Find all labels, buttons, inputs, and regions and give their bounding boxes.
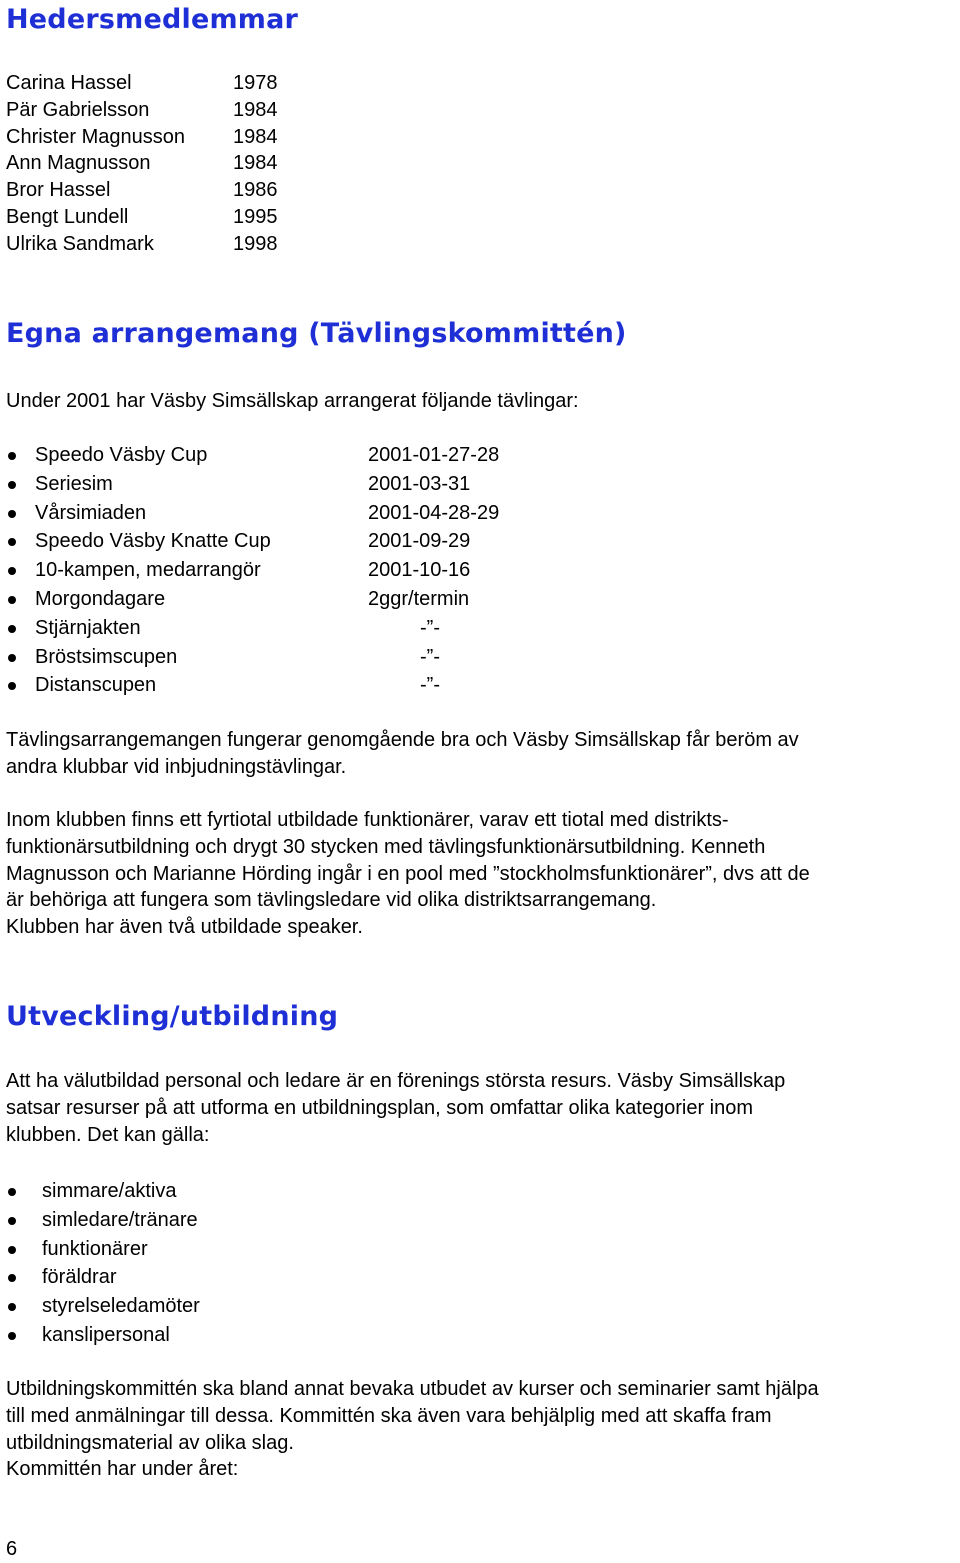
category-label: kanslipersonal — [42, 1323, 170, 1346]
member-year: 1984 — [233, 98, 278, 121]
paragraph-line: utbildningsmaterial av olika slag. — [6, 1431, 294, 1454]
paragraph-line: Inom klubben finns ett fyrtiotal utbildade funktionärer, varav ett tiotal med distrikts- — [6, 809, 729, 831]
bullet-icon — [8, 452, 16, 460]
member-name: Ulrika Sandmark — [6, 232, 154, 255]
honorary-members-list — [6, 70, 306, 258]
bullet-icon — [8, 654, 16, 662]
event-date: -”- — [420, 616, 440, 639]
category-item — [0, 1321, 400, 1350]
paragraph-line: Tävlingsarrangemangen fungerar genomgående bra och Väsby Simsällskap får beröm av — [6, 729, 799, 751]
events-intro: Under 2001 har Väsby Simsällskap arrangerat följande tävlingar: — [6, 390, 579, 412]
member-year: 1995 — [233, 205, 278, 228]
category-label: simledare/tränare — [42, 1208, 198, 1231]
paragraph-line: satsar resurser på att utforma en utbildningsplan, som omfattar olika kategorier inom — [6, 1096, 754, 1119]
event-name: Stjärnjakten — [35, 616, 141, 639]
member-year: 1978 — [233, 72, 278, 94]
member-row — [6, 204, 306, 231]
member-name: Christer Magnusson — [6, 125, 185, 148]
member-row — [6, 70, 306, 97]
bullet-icon — [8, 625, 16, 633]
category-label: simmare/aktiva — [42, 1180, 177, 1202]
paragraph-line: till med anmälningar till dessa. Kommittén ska även vara behjälplig med att skaffa fram — [6, 1404, 772, 1427]
paragraph-line: Magnusson och Marianne Hörding ingår i en pool med ”stockholmsfunktionärer”, dvs att de — [6, 862, 810, 885]
member-name: Carina Hassel — [6, 72, 132, 94]
member-name: Pär Gabrielsson — [6, 98, 150, 121]
bullet-icon — [8, 1274, 16, 1282]
bullet-icon — [8, 1188, 16, 1196]
bullet-icon — [8, 682, 16, 690]
member-year: 1984 — [233, 125, 278, 148]
bullet-icon — [8, 596, 16, 604]
category-item — [0, 1177, 400, 1206]
event-item — [0, 441, 700, 470]
bullet-icon — [8, 481, 16, 489]
member-row — [6, 97, 306, 124]
member-row — [6, 231, 306, 258]
member-row — [6, 150, 306, 177]
event-date: 2ggr/termin — [368, 587, 470, 610]
education-categories-list — [0, 1177, 400, 1350]
education-paragraph-2 — [6, 1376, 958, 1483]
page-number: 6 — [6, 1538, 18, 1560]
category-label: styrelseledamöter — [42, 1295, 200, 1318]
event-name: Bröstsimscupen — [35, 645, 178, 668]
bullet-icon — [8, 1217, 16, 1225]
member-row — [6, 177, 306, 204]
category-item — [0, 1206, 400, 1235]
bullet-icon — [8, 1332, 16, 1340]
paragraph-line: Klubben har även två utbildade speaker. — [6, 916, 363, 939]
event-date: 2001-01-27-28 — [368, 444, 500, 466]
member-year: 1986 — [233, 179, 278, 202]
bullet-icon — [8, 1303, 16, 1311]
events-paragraph-2 — [6, 807, 958, 941]
member-name: Bror Hassel — [6, 179, 111, 202]
event-item — [0, 671, 700, 700]
member-name: Ann Magnusson — [6, 152, 151, 175]
event-item — [0, 499, 700, 528]
paragraph-line: är behöriga att fungera som tävlingsledare vid olika distriktsarrangemang. — [6, 889, 657, 912]
member-name: Bengt Lundell — [6, 205, 129, 228]
paragraph-line: Kommittén har under året: — [6, 1458, 239, 1481]
event-item — [0, 585, 700, 614]
category-label: föräldrar — [42, 1266, 117, 1289]
category-item — [0, 1263, 400, 1292]
event-item — [0, 614, 700, 643]
paragraph-line: funktionärsutbildning och drygt 30 stycken med tävlingsfunktionärsutbildning. Kenneth — [6, 835, 766, 858]
events-paragraph-1 — [6, 727, 958, 781]
event-name: Speedo Väsby Cup — [35, 444, 208, 466]
event-name: Seriesim — [35, 472, 113, 495]
heading-own-events: Egna arrangemang (Tävlingskommittén) — [6, 318, 627, 349]
paragraph-line: Att ha välutbildad personal och ledare är en förenings största resurs. Väsby Simsällskap — [6, 1070, 786, 1092]
heading-education: Utveckling/utbildning — [6, 1001, 339, 1032]
event-date: 2001-03-31 — [368, 472, 471, 495]
paragraph-line: andra klubbar vid inbjudningstävlingar. — [6, 755, 347, 778]
member-row — [6, 124, 306, 151]
event-date: 2001-04-28-29 — [368, 501, 500, 524]
event-date: 2001-10-16 — [368, 559, 471, 582]
bullet-icon — [8, 567, 16, 575]
event-item — [0, 470, 700, 499]
bullet-icon — [8, 538, 16, 546]
member-year: 1984 — [233, 152, 278, 175]
bullet-icon — [8, 510, 16, 518]
bullet-icon — [8, 1246, 16, 1254]
category-item — [0, 1235, 400, 1264]
education-paragraph-1 — [6, 1068, 958, 1148]
paragraph-line: klubben. Det kan gälla: — [6, 1123, 210, 1146]
event-date: -”- — [420, 645, 440, 668]
member-year: 1998 — [233, 232, 278, 255]
events-list — [0, 441, 700, 700]
event-name: 10-kampen, medarrangör — [35, 559, 261, 582]
event-item — [0, 527, 700, 556]
event-item — [0, 556, 700, 585]
event-name: Distanscupen — [35, 674, 157, 697]
event-name: Speedo Väsby Knatte Cup — [35, 530, 271, 553]
event-date: 2001-09-29 — [368, 530, 471, 553]
event-name: Morgondagare — [35, 587, 166, 610]
heading-honorary-members: Hedersmedlemmar — [6, 4, 299, 35]
event-date: -”- — [420, 674, 440, 697]
paragraph-line: Utbildningskommittén ska bland annat bevaka utbudet av kurser och seminarier samt hjälpa — [6, 1378, 819, 1400]
event-item — [0, 643, 700, 672]
category-label: funktionärer — [42, 1237, 148, 1260]
event-name: Vårsimiaden — [35, 501, 147, 524]
category-item — [0, 1292, 400, 1321]
